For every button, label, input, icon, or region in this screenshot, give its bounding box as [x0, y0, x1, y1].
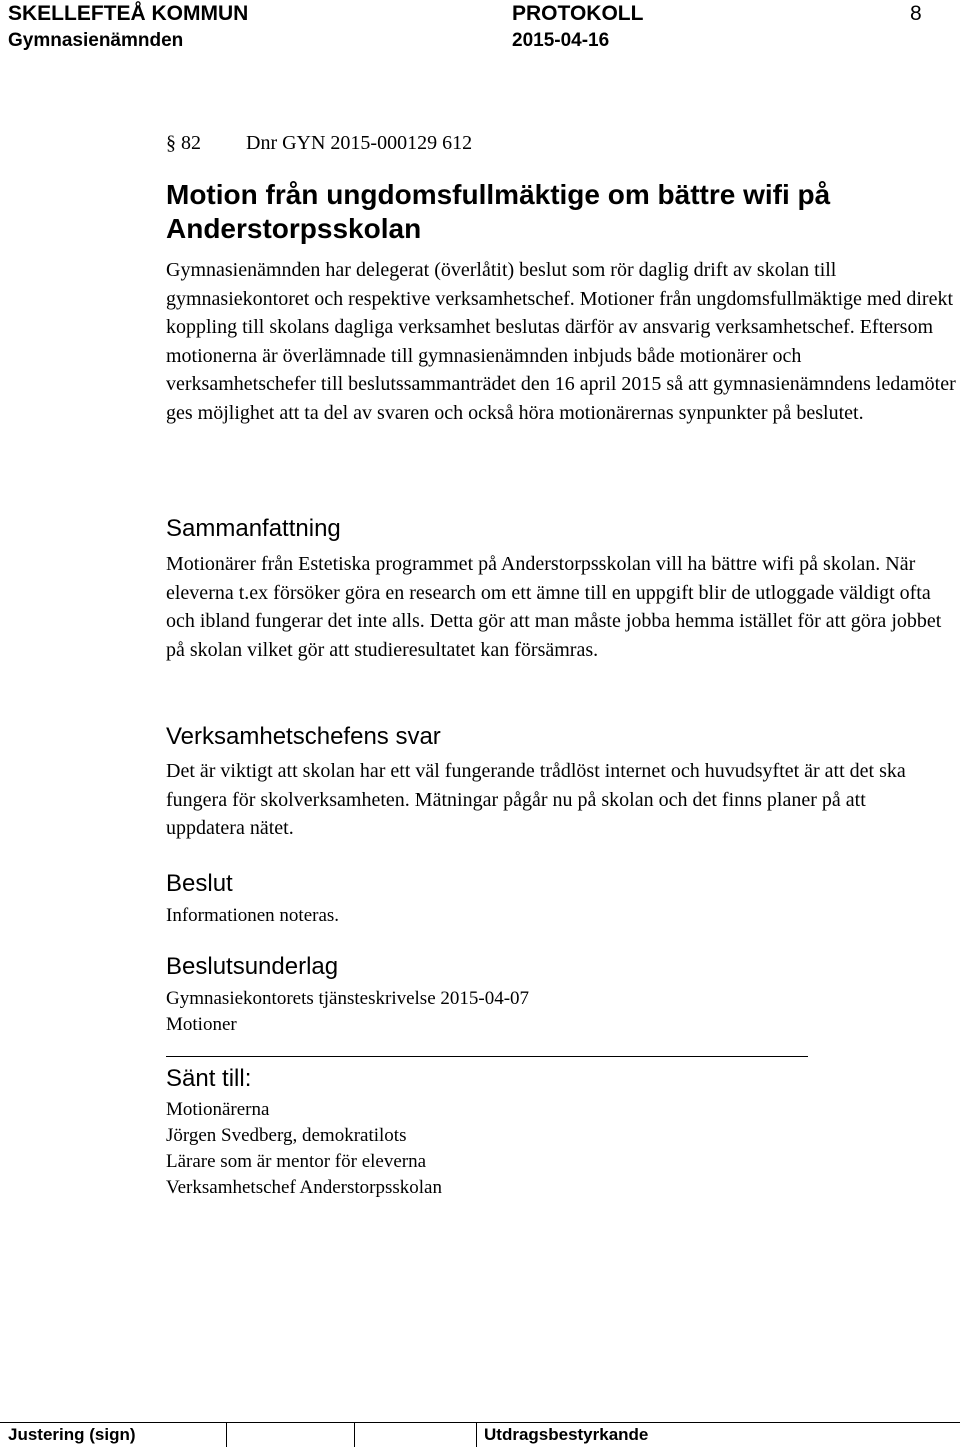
document-type: PROTOKOLL [512, 2, 644, 25]
list-item: Motioner [166, 1014, 237, 1035]
paragraph-number: § 82 [166, 132, 201, 154]
response-paragraph: Det är viktigt att skolan har ett väl fungerande trådlöst internet och huvudsyftet är att det ska fungera för skolverksamheten. Mätningar pågår nu på skolan och det finns planer på att uppdatera nätet. [166, 760, 906, 839]
summary-heading: Sammanfattning [166, 515, 341, 542]
list-item: Lärare som är mentor för eleverna [166, 1151, 427, 1172]
certification-label: Utdragsbestyrkande [484, 1425, 649, 1444]
recipients-heading: Sänt till: [166, 1065, 252, 1092]
signature-label: Justering (sign) [8, 1425, 136, 1444]
meeting-date: 2015-04-16 [512, 30, 610, 51]
decision-text: Informationen noteras. [166, 905, 340, 926]
page-title: Motion från ungdomsfullmäktige om bättre wifi på Anderstorpsskolan [166, 179, 831, 244]
basis-heading: Beslutsunderlag [166, 953, 339, 980]
intro-paragraph: Gymnasienämnden har delegerat (överlåtit) beslut som rör daglig drift av skolan till gymnasiekontoret och respektive verksamhetschef. Motioner från ungdomsfullmäktige med direkt koppling till skolans dagliga verksamhet beslutas därför av ansvarig verksamhetschef. Eftersom motionerna är överlämnade till gymnasienämnden inbjuds både motionärer och verksamhetschefer till beslutssammanträdet den 16 april 2015 så att gymnasienämndens ledamöter ges möjlighet att ta del av svaren och också höra motionärernas synpunkter på beslutet. [166, 259, 956, 424]
footer-divider [226, 1422, 227, 1447]
decision-heading: Beslut [166, 870, 233, 897]
summary-paragraph: Motionärer från Estetiska programmet på Anderstorpsskolan vill ha bättre wifi på skolan. När eleverna t.ex försöker göra en research om ett ämne till en uppgift blir de utloggade väldigt ofta och ibland fungerar det inte alls. Detta gör att man måste jobba hemma istället för att göra jobbet på skolan vilket gör att studieresultatet kan försämras. [166, 553, 942, 661]
footer-divider [476, 1422, 477, 1447]
response-heading: Verksamhetschefens svar [166, 723, 441, 750]
basis-list [166, 986, 926, 1038]
separator-line [166, 1056, 808, 1057]
list-item: Gymnasiekontorets tjänsteskrivelse 2015-04-07 [166, 988, 530, 1009]
diary-number: Dnr GYN 2015-000129 612 [246, 132, 473, 154]
list-item: Motionärerna [166, 1099, 270, 1120]
page-number: 8 [910, 2, 922, 25]
recipients-list [166, 1097, 926, 1201]
section-reference [166, 131, 472, 155]
list-item: Verksamhetschef Anderstorpsskolan [166, 1177, 442, 1198]
organization-name: SKELLEFTEÅ KOMMUN [8, 2, 249, 25]
list-item: Jörgen Svedberg, demokratilots [166, 1125, 407, 1146]
committee-name: Gymnasienämnden [8, 30, 184, 51]
footer-line [0, 1422, 960, 1423]
footer-divider [354, 1422, 355, 1447]
